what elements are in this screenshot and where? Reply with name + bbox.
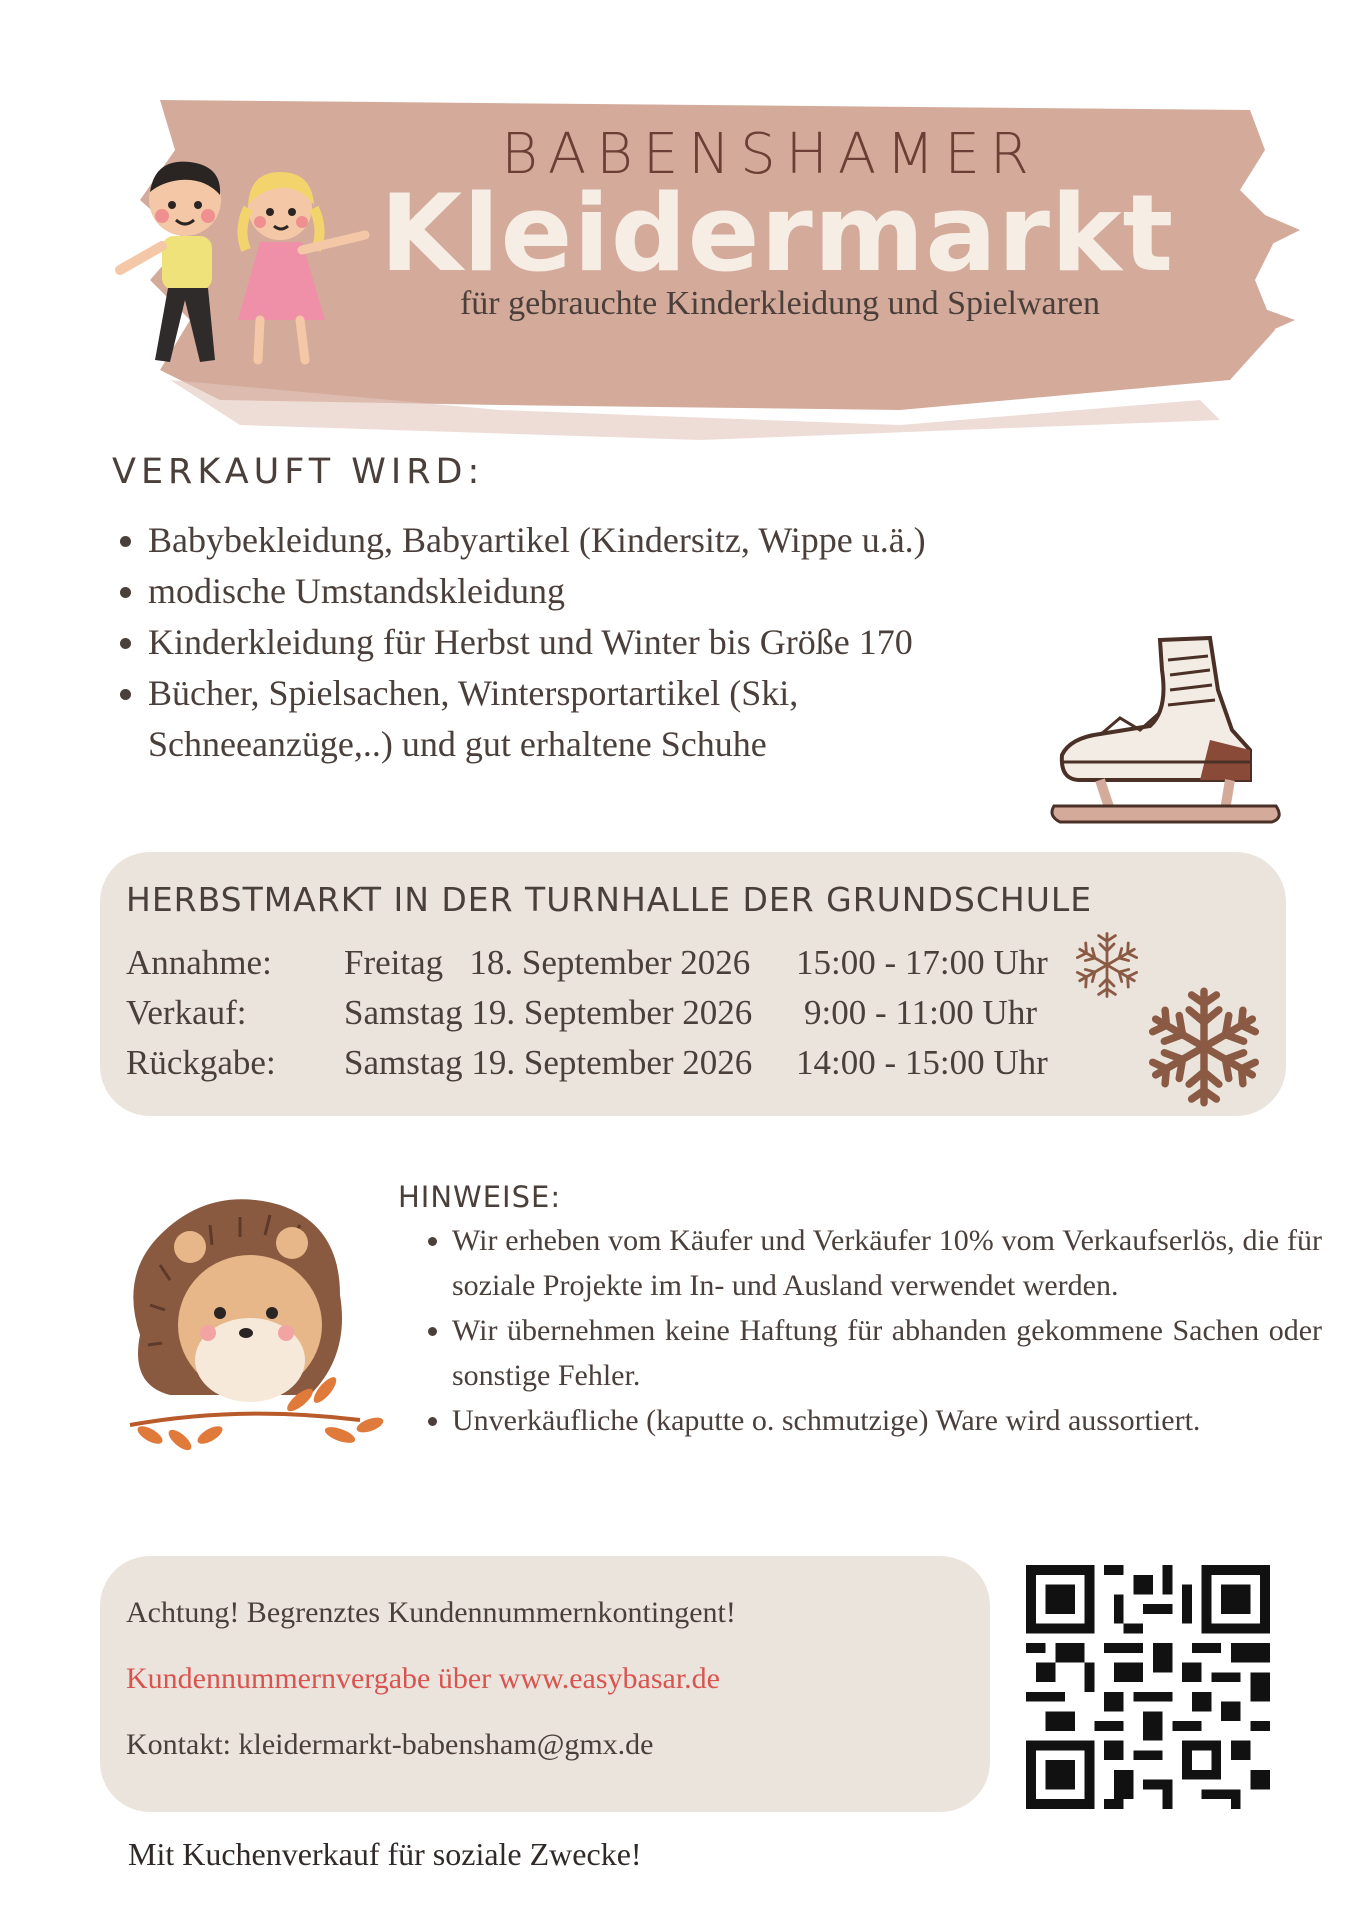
- list-item: • Babybekleidung, Babyartikel (Kindersitz, Wippe u.ä.): [148, 515, 1148, 566]
- title-babenshamer: BABENSHAMER: [501, 122, 1039, 187]
- list-item: • modische Umstandskleidung: [148, 566, 1148, 617]
- title-kleidermarkt: Kleidermarkt: [380, 172, 1175, 295]
- qr-code[interactable]: [1026, 1565, 1270, 1809]
- contact-email[interactable]: Kontakt: kleidermarkt-babensham@gmx.de: [126, 1728, 654, 1761]
- ice-skate-icon: [1040, 630, 1290, 830]
- hedgehog-illustration: [100, 1185, 410, 1475]
- row-day-annahme: Freitag 18. September 2026: [344, 943, 751, 982]
- list-item: • Kinderkleidung für Herbst und Winter bis Größe 170: [148, 617, 1148, 668]
- list-item: • Wir übernehmen keine Haftung für abhanden gekommene Sachen oder sonstige Fehler.: [452, 1308, 1322, 1398]
- header-subtitle: für gebrauchte Kinderkleidung und Spielwaren: [459, 285, 1101, 322]
- row-day-rueckgabe: Samstag 19. September 2026: [344, 1043, 753, 1082]
- limited-numbers-notice: Achtung! Begrenztes Kundennummernkontingent!: [126, 1596, 736, 1629]
- registration-link[interactable]: Kundennummernvergabe über www.easybasar.de: [126, 1662, 720, 1695]
- hints-list: [414, 1218, 1322, 1443]
- kids-illustration: [110, 150, 380, 380]
- row-day-verkauf: Samstag 19. September 2026: [344, 993, 753, 1032]
- sold-list: [110, 515, 1148, 770]
- market-heading: HERBSTMARKT IN DER TURNHALLE DER GRUNDSCHULE: [126, 880, 1093, 919]
- hints-heading: HINWEISE:: [398, 1180, 562, 1214]
- list-item: • Wir erheben vom Käufer und Verkäufer 10% vom Verkaufserlös, die für soziale Projekte im In- und Ausland verwendet werden.: [452, 1218, 1322, 1308]
- sold-heading: VERKAUFT WIRD:: [112, 452, 485, 492]
- snowflake-icon: [1142, 985, 1266, 1109]
- cake-sale-note: Mit Kuchenverkauf für soziale Zwecke!: [128, 1836, 642, 1872]
- snowflake-icon: [1072, 930, 1142, 1000]
- list-item: • Bücher, Spielsachen, Wintersportartikel (Ski, Schneeanzüge,..) und gut erhaltene Schuhe: [148, 668, 978, 770]
- row-label-rueckgabe: Rückgabe:: [126, 1043, 276, 1082]
- row-time-annahme: 15:00 - 17:00 Uhr: [796, 943, 1048, 982]
- row-label-verkauf: Verkauf:: [126, 993, 247, 1032]
- row-time-rueckgabe: 14:00 - 15:00 Uhr: [796, 1043, 1048, 1082]
- list-item: • Unverkäufliche (kaputte o. schmutzige) Ware wird aussortiert.: [452, 1398, 1322, 1443]
- row-label-annahme: Annahme:: [126, 943, 272, 982]
- row-time-verkauf: 9:00 - 11:00 Uhr: [804, 993, 1037, 1032]
